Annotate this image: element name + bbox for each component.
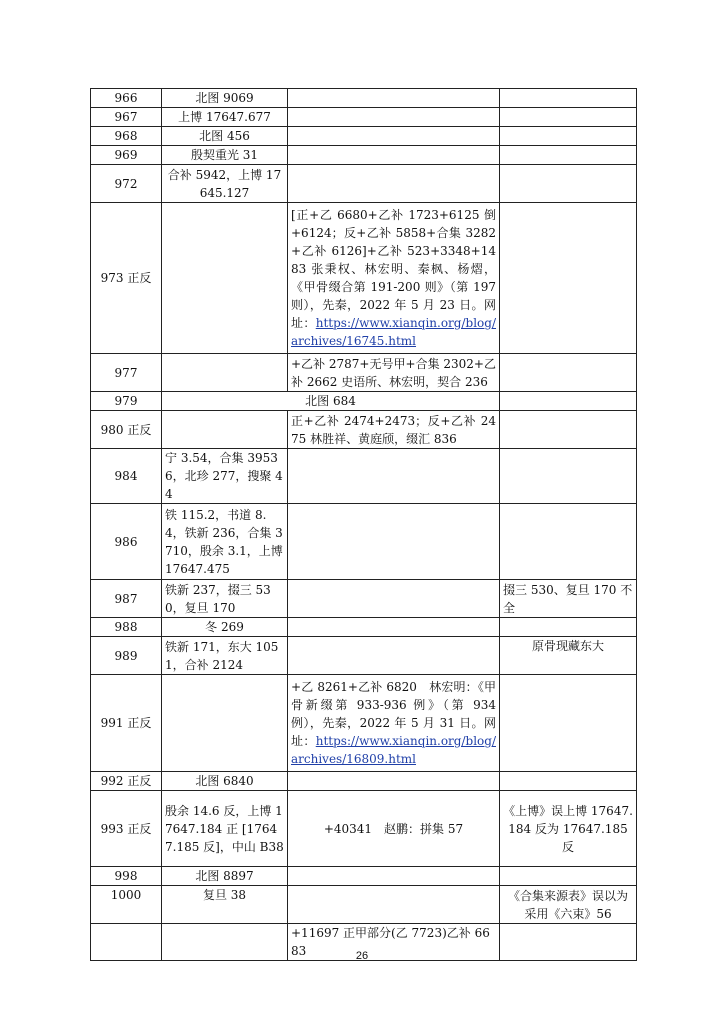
join-text: [正+乙 6680+乙补 1723+6125 倒+6124；反+乙补 5858+合集 3282+乙补 6126]+乙补 523+3348+1483 张秉权、林宏明、秦枫、杨熠，《甲骨缀合第 191-200 则》（第 197 则），先秦，2022 年 5 月 23 日。网址： bbox=[291, 208, 496, 330]
row-number: 991 正反 bbox=[91, 675, 162, 772]
join-cell: +11697 正甲部分(乙 7723)乙补 6683 bbox=[288, 924, 500, 961]
row-number: 984 bbox=[91, 449, 162, 504]
join-cell bbox=[288, 504, 500, 580]
join-cell bbox=[288, 580, 500, 618]
row-number: 968 bbox=[91, 127, 162, 146]
archive-link[interactable]: https://www.xianqin.org/blog/archives/16745.html bbox=[291, 316, 496, 348]
join-cell bbox=[288, 449, 500, 504]
table-row bbox=[91, 203, 637, 354]
note-cell bbox=[500, 772, 637, 791]
join-cell bbox=[288, 108, 500, 127]
note-cell: 《上博》误上博 17647.184 反为 17647.185 反 bbox=[500, 791, 637, 867]
table-row bbox=[91, 886, 637, 924]
table-row bbox=[91, 772, 637, 791]
row-number: 987 bbox=[91, 580, 162, 618]
table-row bbox=[91, 580, 637, 618]
table-row bbox=[91, 791, 637, 867]
note-cell bbox=[500, 108, 637, 127]
row-number: 998 bbox=[91, 867, 162, 886]
source-cell: 北图 6840 bbox=[162, 772, 288, 791]
join-cell: +乙补 2787+无号甲+合集 2302+乙补 2662 史语所、林宏明，契合 236 bbox=[288, 354, 500, 392]
note-cell bbox=[500, 203, 637, 354]
table-row bbox=[91, 449, 637, 504]
note-cell bbox=[500, 449, 637, 504]
row-number: 988 bbox=[91, 618, 162, 637]
source-cell bbox=[162, 203, 288, 354]
note-cell bbox=[500, 354, 637, 392]
source-cell: 殷契重光 31 bbox=[162, 146, 288, 165]
join-cell bbox=[288, 637, 500, 675]
row-number: 986 bbox=[91, 504, 162, 580]
source-cell: 北图 684 bbox=[162, 392, 500, 411]
table-row bbox=[91, 618, 637, 637]
join-cell bbox=[288, 618, 500, 637]
source-cell: 冬 269 bbox=[162, 618, 288, 637]
join-cell bbox=[288, 772, 500, 791]
join-cell bbox=[288, 127, 500, 146]
table-row bbox=[91, 146, 637, 165]
table-row bbox=[91, 392, 637, 411]
note-cell bbox=[500, 89, 637, 108]
oracle-bone-catalog-table bbox=[90, 88, 637, 961]
row-number: 977 bbox=[91, 354, 162, 392]
note-cell bbox=[500, 867, 637, 886]
source-cell bbox=[162, 411, 288, 449]
source-cell: 复旦 38 bbox=[162, 886, 288, 924]
note-cell bbox=[500, 675, 637, 772]
join-cell: 正+乙补 2474+2473；反+乙补 2475 林胜祥、黄庭颀，缀汇 836 bbox=[288, 411, 500, 449]
join-cell bbox=[288, 675, 500, 772]
table-row bbox=[91, 127, 637, 146]
row-number: 980 正反 bbox=[91, 411, 162, 449]
row-number: 993 正反 bbox=[91, 791, 162, 867]
table-row bbox=[91, 504, 637, 580]
source-cell: 宁 3.54，合集 39536，北珍 277，搜聚 44 bbox=[162, 449, 288, 504]
row-number: 967 bbox=[91, 108, 162, 127]
source-cell: 铁新 171，东大 1051，合补 2124 bbox=[162, 637, 288, 675]
source-cell: 铁 115.2，书道 8.4，铁新 236，合集 3710，殷余 3.1，上博 17647.475 bbox=[162, 504, 288, 580]
join-cell bbox=[288, 886, 500, 924]
source-cell: 殷余 14.6 反，上博 17647.184 正 [17647.185 反]，中山 B38 bbox=[162, 791, 288, 867]
table-row bbox=[91, 165, 637, 203]
archive-link[interactable]: https://www.xianqin.org/blog/archives/16809.html bbox=[291, 734, 496, 766]
row-number: 973 正反 bbox=[91, 203, 162, 354]
table-row bbox=[91, 867, 637, 886]
note-cell bbox=[500, 504, 637, 580]
join-cell bbox=[288, 203, 500, 354]
join-cell bbox=[288, 146, 500, 165]
note-cell bbox=[500, 618, 637, 637]
source-cell: 铁新 237，掇三 530，复旦 170 bbox=[162, 580, 288, 618]
note-cell: 掇三 530、复旦 170 不全 bbox=[500, 580, 637, 618]
source-cell bbox=[162, 354, 288, 392]
source-cell: 上博 17647.677 bbox=[162, 108, 288, 127]
table-row bbox=[91, 354, 637, 392]
table-row bbox=[91, 411, 637, 449]
join-cell bbox=[288, 867, 500, 886]
table-row bbox=[91, 89, 637, 108]
row-number: 979 bbox=[91, 392, 162, 411]
table-row bbox=[91, 637, 637, 675]
join-cell bbox=[288, 165, 500, 203]
note-cell bbox=[500, 392, 637, 411]
source-cell: 北图 8897 bbox=[162, 867, 288, 886]
join-cell bbox=[288, 89, 500, 108]
note-cell bbox=[500, 146, 637, 165]
join-text: +乙 8261+乙补 6820 林宏明：《甲骨新缀第 933-936 例》（第 934 例），先秦，2022 年 5 月 31 日。网址： bbox=[291, 680, 496, 748]
table-row bbox=[91, 675, 637, 772]
row-number: 992 正反 bbox=[91, 772, 162, 791]
join-cell: +40341 赵鹏：拼集 57 bbox=[288, 791, 500, 867]
row-number: 966 bbox=[91, 89, 162, 108]
row-number: 1000 bbox=[91, 886, 162, 924]
note-cell bbox=[500, 411, 637, 449]
note-cell bbox=[500, 165, 637, 203]
row-number: 972 bbox=[91, 165, 162, 203]
note-cell: 原骨现藏东大 bbox=[500, 637, 637, 675]
note-cell bbox=[500, 127, 637, 146]
source-cell: 合补 5942，上博 17645.127 bbox=[162, 165, 288, 203]
row-number: 989 bbox=[91, 637, 162, 675]
note-cell: 《合集来源表》误以为采用《六束》56 bbox=[500, 886, 637, 924]
table-row bbox=[91, 108, 637, 127]
source-cell: 北图 9069 bbox=[162, 89, 288, 108]
source-cell bbox=[162, 675, 288, 772]
row-number: 969 bbox=[91, 146, 162, 165]
page-number: 26 bbox=[355, 950, 369, 962]
source-cell: 北图 456 bbox=[162, 127, 288, 146]
